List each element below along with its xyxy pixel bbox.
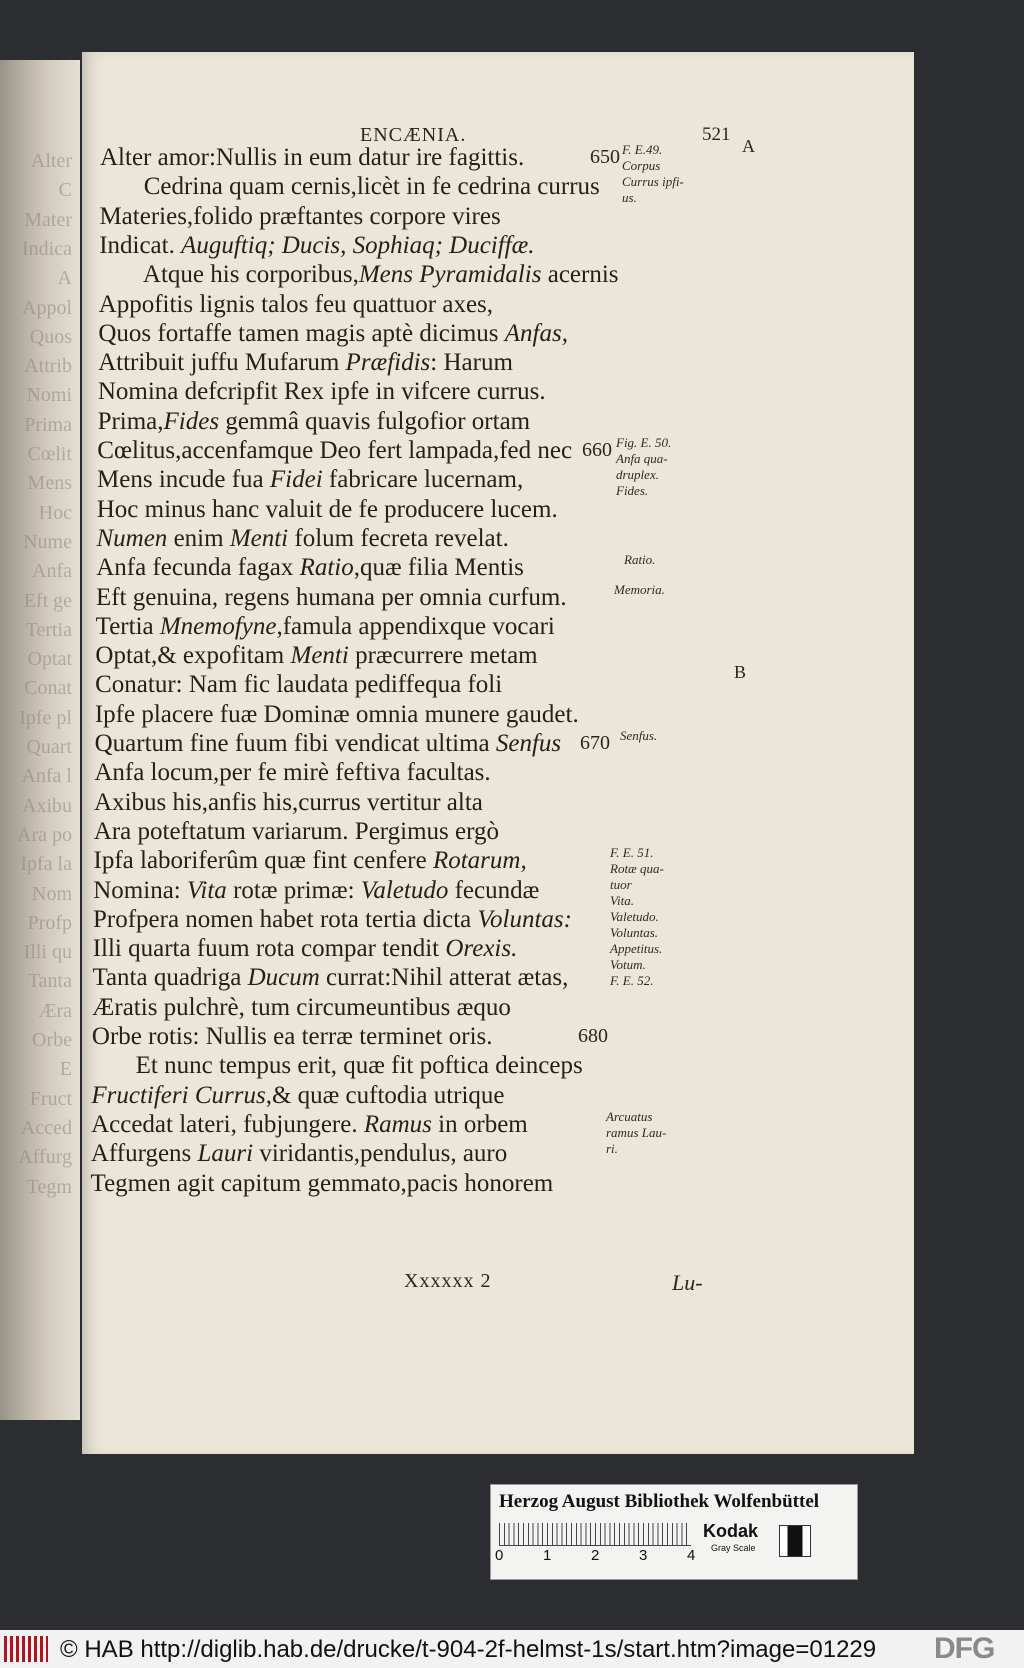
verse-text-run: Tertia bbox=[95, 612, 160, 640]
verse-text-run: Optat,& expofitam bbox=[95, 642, 291, 670]
facing-page-fragment: Æra bbox=[38, 999, 72, 1022]
facing-page-fragment: E bbox=[59, 1058, 72, 1081]
marginal-note-line: Currus ipfi- bbox=[622, 174, 684, 189]
facing-page-fragment: Tegm bbox=[26, 1175, 72, 1198]
italic-word: Orexis. bbox=[445, 935, 518, 963]
facing-page-fragment: Prima bbox=[24, 413, 72, 436]
ruler-number: 3 bbox=[639, 1547, 648, 1564]
marginal-note-line: Appetitus. bbox=[610, 941, 663, 957]
line-number: 660 bbox=[582, 439, 612, 461]
verse-text-run: Cœlitus,accenfamque Deo fert lampada,fed nec bbox=[97, 437, 573, 464]
verse-text-run: rotæ primæ: bbox=[226, 876, 361, 904]
color-scale-card bbox=[490, 1484, 858, 1580]
verse-text-run: Anfa fecunda fagax bbox=[96, 554, 300, 582]
verse-line bbox=[96, 582, 567, 613]
italic-word: Menti bbox=[290, 642, 349, 670]
facing-page-fragment: Attrib bbox=[24, 355, 72, 378]
verse-text-run: fabricare lucernam, bbox=[322, 466, 524, 494]
verse-text-run: Materies,folido præftantes corpore vires bbox=[99, 202, 501, 230]
verse-line bbox=[98, 347, 513, 378]
verse-text-run: Profpera nomen habet rota tertia dicta bbox=[92, 905, 478, 933]
verse-text-run: in orbem bbox=[431, 1110, 528, 1138]
verse-line bbox=[99, 230, 534, 261]
verse-line bbox=[136, 1050, 583, 1081]
marginal-note bbox=[606, 1109, 686, 1157]
section-letter-b: B bbox=[734, 662, 747, 682]
verse-text-run: acernis bbox=[541, 261, 619, 289]
verse-line bbox=[95, 699, 579, 730]
barcode-icon bbox=[4, 1636, 48, 1662]
facing-page-fragment: Optat bbox=[27, 648, 72, 671]
facing-page-fragment: Anfa bbox=[32, 560, 72, 583]
marginal-note-line: Senfus. bbox=[620, 728, 658, 743]
ruler bbox=[499, 1523, 691, 1546]
verse-text-run: fecundæ bbox=[448, 876, 540, 904]
facing-page-fragment: Orbe bbox=[32, 1029, 72, 1051]
verse-text-run: Nomina: bbox=[93, 876, 187, 904]
marginal-note-line: Anfa qua- bbox=[616, 451, 668, 466]
verse-text-run: Tegmen agit capitum gemmato,pacis honorem bbox=[90, 1169, 554, 1197]
facing-page-fragment: Tertia bbox=[25, 618, 72, 641]
verse-text-run: : Harum bbox=[430, 349, 513, 377]
verse-line bbox=[98, 318, 568, 349]
verse-text-run: Et nunc tempus erit, quæ fit poftica deinceps bbox=[135, 1052, 583, 1080]
marginal-note-line: ri. bbox=[606, 1140, 618, 1156]
verse-text-run: gemmâ quavis fulgofior ortam bbox=[219, 407, 531, 435]
facing-page-fragment: C bbox=[58, 179, 72, 202]
facing-page-fragment: Tanta bbox=[27, 970, 72, 993]
italic-word: Senfus bbox=[495, 730, 562, 757]
verse-text-run: Cedrina quam cernis,licèt in fe cedrina currus bbox=[143, 173, 600, 201]
line-number: 670 bbox=[580, 732, 610, 754]
italic-word: Anfas, bbox=[504, 319, 568, 347]
verse-text-run: Affurgens bbox=[90, 1140, 198, 1168]
verse-line bbox=[97, 435, 572, 466]
marginal-note-line: Fig. E. 50. bbox=[616, 435, 672, 450]
facing-page-fragment: Mater bbox=[24, 208, 72, 231]
verse-text-run: præcurrere metam bbox=[348, 642, 538, 670]
ruler-number: 0 bbox=[495, 1547, 504, 1564]
marginal-note-line: Arcuatus bbox=[606, 1108, 653, 1124]
facing-page-fragment: Profp bbox=[27, 911, 72, 934]
marginal-note-line: tuor bbox=[610, 877, 632, 893]
italic-word: Ramus bbox=[363, 1110, 432, 1138]
marginal-note bbox=[624, 552, 704, 568]
footer-bar bbox=[0, 1630, 1024, 1668]
verse-line bbox=[91, 1109, 528, 1140]
verse-text-run: Accedat lateri, fubjungere. bbox=[91, 1110, 364, 1138]
verse-line bbox=[93, 933, 518, 964]
facing-page-fragment: Alter bbox=[30, 150, 72, 172]
verse-text-run: Appofitis lignis talos feu quattuor axes, bbox=[98, 290, 494, 318]
signature-mark: Xxxxxx 2 bbox=[404, 1270, 492, 1292]
marginal-note bbox=[620, 728, 700, 744]
marginal-note-line: F. E. 51. bbox=[610, 845, 654, 861]
facing-page-fragment: Acced bbox=[20, 1116, 72, 1139]
italic-word: Lauri bbox=[197, 1140, 254, 1168]
marginal-note-line: Rotæ qua- bbox=[610, 861, 664, 877]
verse-line bbox=[95, 640, 537, 671]
verse-text-run: Prima, bbox=[97, 407, 164, 435]
verse-line bbox=[91, 1080, 504, 1111]
dfg-logo: DFG bbox=[934, 1632, 995, 1665]
verse-text-run: ,& quæ cuftodia utrique bbox=[265, 1081, 505, 1109]
verse-line bbox=[96, 611, 555, 642]
verse-line bbox=[95, 728, 562, 759]
marginal-note-line: Vita. bbox=[610, 893, 634, 909]
verse-line bbox=[97, 464, 523, 495]
verse-line bbox=[91, 1138, 507, 1169]
verse-text-run: Tanta quadriga bbox=[92, 964, 248, 992]
ruler-number: 2 bbox=[591, 1547, 600, 1564]
italic-word: Valetudo bbox=[360, 876, 449, 904]
verse-text-run: Anfa locum,per fe mirè feftiva facultas. bbox=[94, 759, 491, 787]
italic-word: Ducum bbox=[247, 964, 320, 992]
facing-page-edge bbox=[0, 60, 80, 1420]
facing-page-fragment: Axibu bbox=[22, 794, 72, 817]
facing-page-fragment: Nom bbox=[32, 882, 72, 905]
verse-text-run: Ara poteftatum variarum. Pergimus ergò bbox=[93, 817, 500, 845]
facing-page-fragment: Quos bbox=[29, 325, 72, 348]
ruler-number: 4 bbox=[687, 1547, 696, 1564]
marginal-note-line: Corpus bbox=[622, 158, 661, 173]
facing-page-fragment: Indica bbox=[22, 237, 72, 260]
verse-text-run: Alter amor:Nullis in eum datur ire fagittis. bbox=[100, 144, 525, 171]
marginal-note-line: Voluntas. bbox=[610, 925, 659, 941]
italic-word: Numen bbox=[96, 524, 168, 552]
line-number: 680 bbox=[578, 1025, 608, 1047]
facing-page-fragment: Appol bbox=[22, 296, 72, 319]
verse-line bbox=[93, 904, 572, 935]
verse-text-run: viridantis,pendulus, auro bbox=[253, 1140, 508, 1168]
verse-text-run: ,quæ filia Mentis bbox=[353, 554, 524, 582]
italic-word: Fides bbox=[163, 407, 220, 435]
verse-text-run: Conatur: Nam fic laudata pediffequa foli bbox=[95, 671, 503, 699]
ruler-number: 1 bbox=[543, 1547, 552, 1564]
copyright-link[interactable]: © HAB http://diglib.hab.de/drucke/t-904-2f-helmst-1s/start.htm?image=01229 bbox=[60, 1636, 877, 1663]
section-letter-a: A bbox=[742, 136, 755, 156]
italic-word: Auguftiq; Ducis, Sophiaq; Duciffæ. bbox=[181, 231, 535, 259]
verse-line bbox=[144, 171, 600, 202]
verse-text-run: Mens incude fua bbox=[97, 466, 270, 494]
verse-text-run: Axibus his,anfis his,currus vertitur alta bbox=[94, 788, 483, 816]
gray-scale-label: Gray Scale bbox=[711, 1543, 756, 1553]
verse-line bbox=[94, 845, 527, 876]
running-head: ENCÆNIA. bbox=[360, 124, 467, 146]
facing-page-fragment: Illi qu bbox=[23, 941, 72, 964]
facing-page-fragment: Affurg bbox=[18, 1146, 72, 1169]
verse-line bbox=[94, 787, 483, 818]
verse-line bbox=[93, 875, 539, 906]
verse-line bbox=[92, 1021, 493, 1052]
verse-line bbox=[98, 376, 546, 407]
verse-text-run: Eft genuina, regens humana per omnia curfum. bbox=[95, 583, 567, 611]
facing-page-fragment: A bbox=[57, 267, 72, 290]
marginal-note-line: Fides. bbox=[616, 483, 649, 498]
italic-word: Vita bbox=[187, 876, 227, 904]
facing-page-fragment: Cœlit bbox=[27, 443, 72, 465]
verse-line bbox=[94, 757, 490, 788]
marginal-note-line: us. bbox=[622, 190, 637, 205]
verse-text-run: Illi quarta fuum rota compar tendit bbox=[92, 935, 446, 963]
verse-text-run: Quartum fine fuum fibi vendicat ultima bbox=[94, 730, 496, 757]
verse-line bbox=[97, 494, 558, 525]
verse-line bbox=[92, 992, 511, 1023]
facing-page-fragment: Conat bbox=[24, 677, 72, 700]
line-number: 650 bbox=[590, 146, 620, 168]
verse-text-run: Orbe rotis: Nullis ea terræ terminet oris. bbox=[91, 1023, 493, 1050]
italic-word: Fidei bbox=[269, 466, 323, 494]
verse-text-run: ,famula appendixque vocari bbox=[276, 612, 555, 640]
facing-page-fragment: Ipfe pl bbox=[19, 706, 72, 729]
verse-line bbox=[99, 289, 493, 320]
verse-line bbox=[95, 669, 502, 700]
verse-line bbox=[96, 523, 508, 554]
marginal-note bbox=[622, 142, 702, 206]
verse-text-run: enim bbox=[167, 524, 230, 552]
verse-text-run: Quos fortaffe tamen magis aptè dicimus bbox=[98, 319, 505, 347]
verse-text-run: Nomina defcripfit Rex ipfe in vifcere currus. bbox=[97, 378, 546, 406]
verse-text-run: currat:Nihil atterat ætas, bbox=[319, 964, 569, 992]
verse-line bbox=[91, 1168, 554, 1199]
gray-patch bbox=[779, 1525, 811, 1557]
marginal-note bbox=[610, 845, 690, 989]
marginal-note-line: F. E. 52. bbox=[610, 973, 654, 989]
verse-line bbox=[98, 406, 531, 437]
facing-page-fragment: Eft ge bbox=[23, 589, 72, 612]
book-page bbox=[82, 52, 914, 1454]
italic-word: Rotarum, bbox=[432, 847, 527, 875]
marginal-note-line: Ratio. bbox=[624, 552, 656, 568]
verse-text-run: Indicat. bbox=[99, 231, 182, 259]
marginal-note-line: F. E.49. bbox=[622, 142, 663, 157]
verse-line bbox=[99, 201, 500, 232]
verse-line bbox=[94, 816, 499, 847]
kodak-logo: Kodak bbox=[703, 1521, 759, 1541]
verse-text-run: Attribuit juffu Mufarum bbox=[98, 349, 346, 377]
facing-page-fragment: Hoc bbox=[38, 501, 72, 524]
verse-text-run: Ipfa laboriferûm quæ fint cenfere bbox=[93, 847, 433, 875]
italic-word: Ratio bbox=[299, 554, 354, 582]
library-name: Herzog August Bibliothek Wolfenbüttel bbox=[499, 1491, 820, 1512]
facing-page-fragment: Nomi bbox=[26, 384, 72, 407]
verse-text-run: Ipfe placere fuæ Dominæ omnia munere gaudet. bbox=[94, 700, 579, 728]
marginal-note-line: druplex. bbox=[616, 467, 659, 482]
verse-line bbox=[143, 259, 619, 290]
italic-word: Mens Pyramidalis bbox=[358, 261, 542, 289]
verse-line bbox=[96, 552, 524, 583]
facing-page-fragment: Ipfa la bbox=[20, 853, 72, 876]
verse-text-run: folum fecreta revelat. bbox=[288, 524, 509, 552]
italic-word: Menti bbox=[229, 524, 289, 552]
italic-word: Fructiferi Currus bbox=[91, 1081, 266, 1109]
italic-word: Mnemofyne bbox=[159, 612, 277, 640]
facing-page-fragment: Quart bbox=[26, 736, 72, 758]
italic-word: Voluntas: bbox=[477, 905, 572, 933]
verse-text-run: Atque his corporibus, bbox=[142, 261, 359, 289]
marginal-note-line: Votum. bbox=[610, 957, 646, 973]
marginal-note-line: Valetudo. bbox=[610, 909, 659, 925]
verse-text-run: Æratis pulchrè, tum circumeuntibus æquo bbox=[92, 993, 511, 1021]
facing-page-fragment: Mens bbox=[27, 472, 72, 495]
page-number: 521 bbox=[702, 124, 731, 145]
catchword: Lu- bbox=[672, 1270, 703, 1295]
marginal-note-line: ramus Lau- bbox=[606, 1124, 667, 1140]
facing-page-fragment: Ara po bbox=[17, 823, 72, 846]
facing-page-fragment: Anfa l bbox=[21, 765, 72, 788]
marginal-note bbox=[614, 582, 694, 598]
verse-line bbox=[100, 142, 524, 173]
marginal-note bbox=[616, 435, 696, 499]
marginal-note-line: Memoria. bbox=[614, 581, 665, 597]
verse-text-run: Hoc minus hanc valuit de fe producere lucem. bbox=[96, 495, 558, 523]
italic-word: Præfidis bbox=[345, 349, 431, 377]
facing-page-fragment: Fruct bbox=[29, 1087, 72, 1110]
verse-line bbox=[92, 962, 568, 993]
facing-page-fragment: Nume bbox=[23, 530, 72, 553]
